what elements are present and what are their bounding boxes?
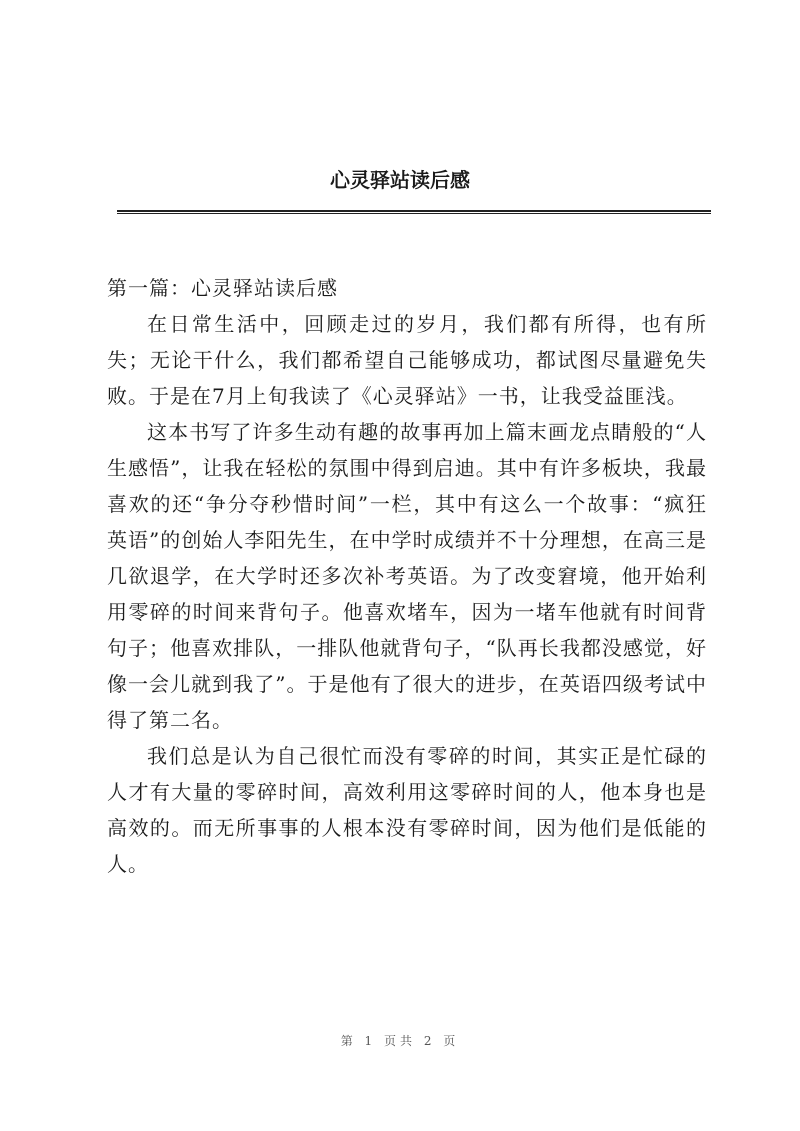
title-divider <box>117 210 711 214</box>
section-heading: 第一篇：心灵驿站读后感 <box>107 276 338 300</box>
page-number-footer: 第 1 页共 2 页 <box>340 1034 460 1048</box>
paragraph-1: 在日常生活中，回顾走过的岁月，我们都有所得，也有所失；无论干什么，我们都希望自己能够成功，都试图尽量避免失败。于是在7月上旬我读了《心灵驿站》一书，让我受益匪浅。 <box>107 312 707 408</box>
paragraph-2: 这本书写了许多生动有趣的故事再加上篇末画龙点睛般的“人生感悟”，让我在轻松的氛围中得到启迪。其中有许多板块，我最喜欢的还“争分夺秒惜时间”一栏，其中有这么一个故事：“疯狂英语”的创始人李阳先生，在中学时成绩并不十分理想，在高三是几欲退学，在大学时还多次补考英语。为了改变窘境，他开始利用零碎的时间来背句子。他喜欢堵车，因为一堵车他就有时间背句子；他喜欢排队，一排队他就背句子，“队再长我都没感觉，好像一会儿就到我了”。于是他有了很大的进步，在英语四级考试中得了第二名。 <box>107 420 707 732</box>
paragraph-3: 我们总是认为自己很忙而没有零碎的时间，其实正是忙碌的人才有大量的零碎时间，高效利用这零碎时间的人，他本身也是高效的。而无所事事的人根本没有零碎时间，因为他们是低能的人。 <box>107 744 707 876</box>
document-body <box>107 270 707 882</box>
document-title: 心灵驿站读后感 <box>330 168 470 192</box>
